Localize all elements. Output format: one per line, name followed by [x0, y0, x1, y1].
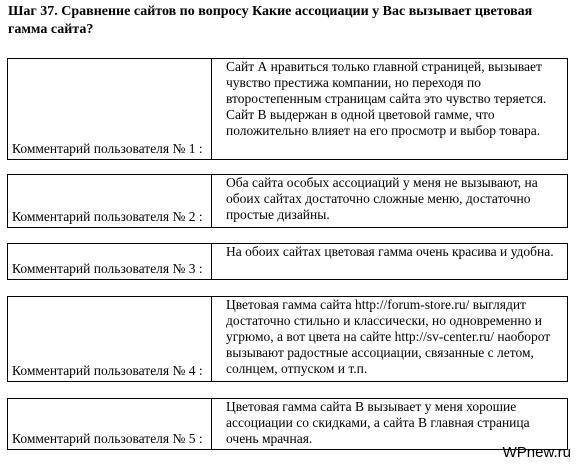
comment-text: Цветовая гамма сайта В вызывает у меня хорошие ассоциации со скидками, а сайта В главная страница очень мрачная. — [226, 399, 530, 446]
comment-label-cell — [8, 297, 212, 381]
comment-label: Комментарий пользователя № 5 : — [12, 431, 203, 446]
comment-row-3 — [7, 243, 568, 280]
comment-label: Комментарий пользователя № 1 : — [12, 141, 203, 156]
comment-text: Оба сайта особых ассоциаций у меня не вызывают, на обоих сайтах достаточно сложные меню, достаточно простые дизайны. — [226, 175, 538, 222]
page-title: Шаг 37. Сравнение сайтов по вопросу Какие ассоциации у Вас вызывает цветовая гамма сайта? — [8, 4, 533, 37]
comment-row-5 — [7, 398, 568, 450]
comment-label-cell — [8, 244, 212, 279]
comment-label: Комментарий пользователя № 2 : — [12, 209, 203, 224]
comment-label: Комментарий пользователя № 3 : — [12, 261, 203, 276]
comment-label-cell — [8, 399, 212, 449]
comment-text: На обоих сайтах цветовая гамма очень красива и удобна. — [226, 244, 554, 259]
comment-label-cell — [8, 175, 212, 227]
comment-label: Комментарий пользователя № 4 : — [12, 363, 203, 378]
comment-text: Сайт А нравиться только главной страницей, вызывает чувство престижа компании, но переходя по второстепенным страницам сайта это чувство теряется. Сайт В выдержан в одной цветовой гамме, что положительно влияет на его просмотр и выбор товара. — [226, 59, 547, 138]
comment-row-1 — [7, 58, 568, 160]
watermark: WPnew.ru — [502, 444, 571, 461]
comment-row-2 — [7, 174, 568, 228]
comment-text: Цветовая гамма сайта http://forum-store.ru/ выглядит достаточно стильно и классически, но одновременно и угрюмо, а вот цвета на сайте http://sv-center.ru/ наоборот вызывают радостные ассоциации, связанные с летом, солнцем, отпуском и т.п. — [226, 297, 551, 376]
comment-row-4 — [7, 296, 568, 382]
comment-label-cell — [8, 59, 212, 159]
